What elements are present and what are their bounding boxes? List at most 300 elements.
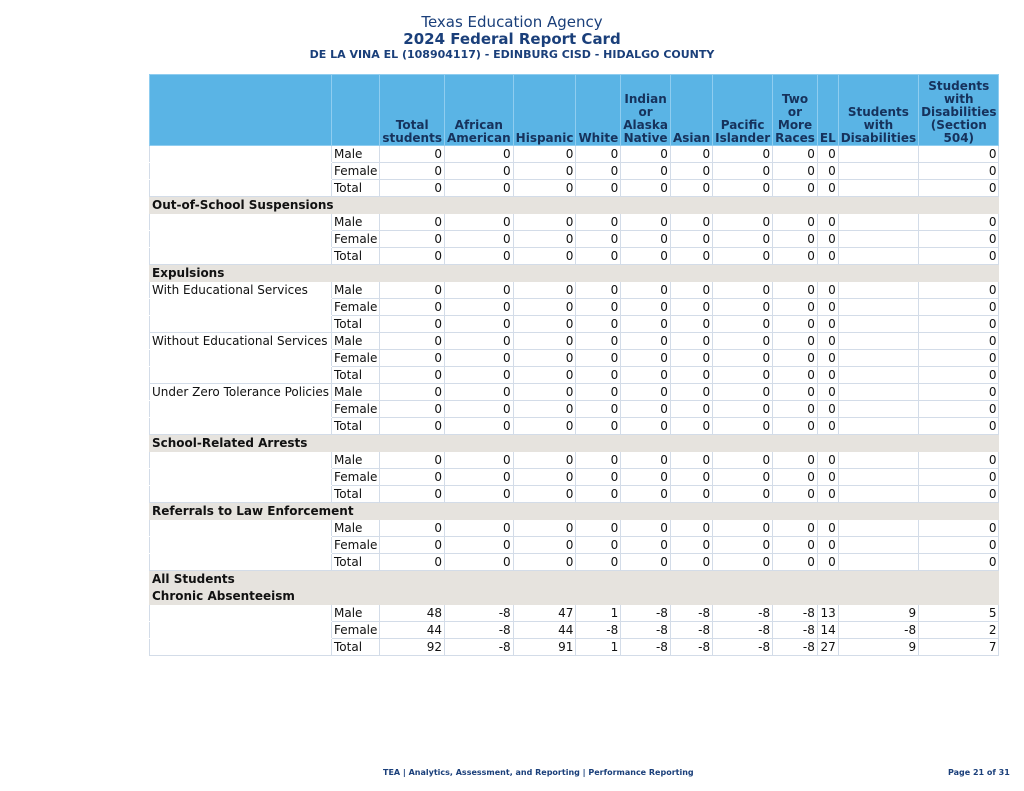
cell-value: -8 — [838, 622, 918, 639]
section-row — [150, 265, 999, 282]
report-card-table — [149, 74, 999, 656]
cell-value: -8 — [444, 622, 513, 639]
row-label — [150, 469, 332, 486]
cell-value — [838, 367, 918, 384]
cell-value: -8 — [670, 622, 712, 639]
cell-value: 0 — [919, 384, 999, 401]
row-sublabel: Male — [332, 214, 380, 231]
cell-value: 0 — [713, 299, 773, 316]
cell-value: 0 — [919, 486, 999, 503]
column-header: Two or More Races — [773, 75, 818, 146]
column-header: White — [576, 75, 621, 146]
cell-value: 0 — [670, 180, 712, 197]
table-row — [150, 537, 999, 554]
section-row — [150, 435, 999, 452]
cell-value: 0 — [713, 231, 773, 248]
cell-value: -8 — [773, 622, 818, 639]
row-label — [150, 537, 332, 554]
table-row — [150, 554, 999, 571]
cell-value: 0 — [380, 537, 445, 554]
cell-value: 0 — [444, 333, 513, 350]
table-row — [150, 486, 999, 503]
cell-value: 0 — [919, 180, 999, 197]
cell-value: 0 — [576, 282, 621, 299]
cell-value — [838, 486, 918, 503]
row-label — [150, 231, 332, 248]
cell-value: 0 — [513, 418, 576, 435]
cell-value: 0 — [919, 333, 999, 350]
cell-value: 0 — [773, 537, 818, 554]
section-label: Out-of-School Suspensions — [150, 197, 999, 214]
cell-value: 0 — [919, 248, 999, 265]
cell-value: 0 — [380, 231, 445, 248]
cell-value: 47 — [513, 605, 576, 622]
cell-value: 0 — [773, 520, 818, 537]
cell-value: 92 — [380, 639, 445, 656]
column-header: Students with Disabilities (Section 504) — [919, 75, 999, 146]
cell-value: 7 — [919, 639, 999, 656]
cell-value: 0 — [513, 452, 576, 469]
cell-value: 9 — [838, 605, 918, 622]
cell-value: 1 — [576, 639, 621, 656]
cell-value: 0 — [621, 418, 671, 435]
cell-value: 0 — [713, 554, 773, 571]
cell-value: 0 — [773, 316, 818, 333]
cell-value: 0 — [513, 163, 576, 180]
cell-value: -8 — [713, 605, 773, 622]
cell-value: 0 — [817, 350, 838, 367]
row-label — [150, 622, 332, 639]
cell-value: 0 — [670, 384, 712, 401]
section-label: School-Related Arrests — [150, 435, 999, 452]
cell-value: 0 — [444, 520, 513, 537]
cell-value: 0 — [576, 418, 621, 435]
cell-value: 0 — [513, 333, 576, 350]
cell-value — [838, 333, 918, 350]
cell-value: 0 — [380, 350, 445, 367]
cell-value: 0 — [444, 316, 513, 333]
row-label — [150, 605, 332, 622]
cell-value: 0 — [670, 299, 712, 316]
cell-value — [838, 452, 918, 469]
cell-value: 0 — [380, 282, 445, 299]
cell-value: -8 — [621, 639, 671, 656]
cell-value: 0 — [444, 401, 513, 418]
cell-value: 0 — [621, 163, 671, 180]
column-header: African American — [444, 75, 513, 146]
cell-value — [838, 180, 918, 197]
cell-value: 0 — [380, 316, 445, 333]
cell-value: 0 — [670, 452, 712, 469]
cell-value: 0 — [380, 469, 445, 486]
cell-value: 0 — [513, 180, 576, 197]
row-label — [150, 316, 332, 333]
cell-value: 0 — [380, 384, 445, 401]
row-label — [150, 452, 332, 469]
table-row — [150, 367, 999, 384]
cell-value: 0 — [773, 452, 818, 469]
row-label — [150, 520, 332, 537]
cell-value: 0 — [670, 486, 712, 503]
row-sublabel: Total — [332, 248, 380, 265]
row-sublabel: Total — [332, 486, 380, 503]
cell-value: 0 — [621, 452, 671, 469]
cell-value: 0 — [576, 486, 621, 503]
cell-value: 0 — [576, 401, 621, 418]
cell-value: 0 — [513, 214, 576, 231]
table-row — [150, 605, 999, 622]
cell-value — [838, 418, 918, 435]
cell-value: 0 — [621, 469, 671, 486]
table-row — [150, 163, 999, 180]
cell-value: 0 — [444, 452, 513, 469]
table-row — [150, 401, 999, 418]
cell-value: 0 — [773, 367, 818, 384]
cell-value: 27 — [817, 639, 838, 656]
cell-value: 0 — [919, 214, 999, 231]
cell-value: 0 — [670, 350, 712, 367]
cell-value: 0 — [513, 384, 576, 401]
cell-value: 0 — [919, 554, 999, 571]
cell-value: 0 — [513, 231, 576, 248]
cell-value: 0 — [513, 316, 576, 333]
cell-value: 0 — [670, 537, 712, 554]
cell-value: 0 — [817, 469, 838, 486]
cell-value: 0 — [919, 537, 999, 554]
cell-value: 0 — [576, 537, 621, 554]
cell-value: 0 — [621, 486, 671, 503]
cell-value: 0 — [773, 146, 818, 163]
cell-value — [838, 146, 918, 163]
cell-value — [838, 299, 918, 316]
cell-value: 0 — [513, 486, 576, 503]
row-sublabel: Female — [332, 401, 380, 418]
cell-value: 0 — [773, 418, 818, 435]
cell-value: 0 — [444, 282, 513, 299]
cell-value: 0 — [621, 231, 671, 248]
cell-value: 0 — [817, 384, 838, 401]
section-label: Expulsions — [150, 265, 999, 282]
cell-value — [838, 537, 918, 554]
cell-value: 0 — [713, 333, 773, 350]
table-row — [150, 248, 999, 265]
cell-value: 0 — [621, 316, 671, 333]
cell-value: 0 — [621, 367, 671, 384]
table-row — [150, 231, 999, 248]
section-row — [150, 571, 999, 588]
row-label — [150, 486, 332, 503]
cell-value: 0 — [576, 146, 621, 163]
cell-value: 0 — [576, 248, 621, 265]
cell-value: -8 — [670, 639, 712, 656]
row-sublabel: Female — [332, 163, 380, 180]
campus-line: DE LA VINA EL (108904117) - EDINBURG CISD - HIDALGO COUNTY — [309, 48, 715, 61]
cell-value: 0 — [444, 350, 513, 367]
row-sublabel: Female — [332, 350, 380, 367]
table-row — [150, 639, 999, 656]
row-label — [150, 350, 332, 367]
cell-value: 0 — [670, 214, 712, 231]
row-label — [150, 639, 332, 656]
row-label — [150, 248, 332, 265]
cell-value: 2 — [919, 622, 999, 639]
cell-value: 0 — [713, 146, 773, 163]
cell-value: 91 — [513, 639, 576, 656]
cell-value: -8 — [576, 622, 621, 639]
column-header: Indian or Alaska Native — [621, 75, 671, 146]
cell-value: 0 — [380, 418, 445, 435]
cell-value: 0 — [817, 452, 838, 469]
cell-value: -8 — [773, 605, 818, 622]
row-label — [150, 418, 332, 435]
cell-value: 0 — [576, 452, 621, 469]
cell-value: 0 — [621, 248, 671, 265]
cell-value — [838, 520, 918, 537]
cell-value — [838, 554, 918, 571]
table-row — [150, 520, 999, 537]
cell-value: 0 — [576, 350, 621, 367]
row-label: With Educational Services — [150, 282, 332, 299]
cell-value: 0 — [670, 554, 712, 571]
cell-value: 0 — [513, 469, 576, 486]
cell-value: 0 — [380, 248, 445, 265]
cell-value: 0 — [713, 452, 773, 469]
table-body — [150, 146, 999, 656]
cell-value: 0 — [621, 146, 671, 163]
cell-value: 0 — [919, 452, 999, 469]
cell-value: 0 — [713, 537, 773, 554]
cell-value: 0 — [621, 299, 671, 316]
cell-value: 0 — [919, 316, 999, 333]
table-row — [150, 299, 999, 316]
cell-value: 0 — [773, 486, 818, 503]
section-label: All Students — [150, 571, 999, 588]
cell-value: 0 — [621, 350, 671, 367]
table-row — [150, 214, 999, 231]
header-row — [150, 75, 999, 146]
cell-value: 0 — [773, 231, 818, 248]
cell-value: 0 — [513, 554, 576, 571]
cell-value — [838, 401, 918, 418]
header-blank — [332, 75, 380, 146]
row-label — [150, 554, 332, 571]
row-label — [150, 299, 332, 316]
cell-value: 0 — [576, 163, 621, 180]
cell-value: 0 — [817, 299, 838, 316]
cell-value: -8 — [621, 622, 671, 639]
cell-value: 0 — [576, 469, 621, 486]
cell-value: 0 — [576, 384, 621, 401]
cell-value: 0 — [444, 248, 513, 265]
row-label — [150, 180, 332, 197]
table-row — [150, 469, 999, 486]
row-sublabel: Male — [332, 452, 380, 469]
cell-value: 0 — [919, 163, 999, 180]
cell-value: 0 — [817, 231, 838, 248]
cell-value: 0 — [817, 248, 838, 265]
cell-value: 0 — [713, 384, 773, 401]
cell-value — [838, 384, 918, 401]
cell-value: 0 — [919, 401, 999, 418]
cell-value: 0 — [817, 554, 838, 571]
cell-value: 0 — [670, 248, 712, 265]
section-label: Referrals to Law Enforcement — [150, 503, 999, 520]
row-sublabel: Male — [332, 384, 380, 401]
section-label: Chronic Absenteeism — [150, 588, 999, 605]
cell-value: 0 — [713, 469, 773, 486]
cell-value: 0 — [773, 299, 818, 316]
row-sublabel: Total — [332, 316, 380, 333]
cell-value: 0 — [713, 367, 773, 384]
cell-value — [838, 469, 918, 486]
cell-value — [838, 350, 918, 367]
cell-value: 0 — [919, 231, 999, 248]
cell-value: 0 — [919, 418, 999, 435]
cell-value: 0 — [773, 554, 818, 571]
cell-value — [838, 231, 918, 248]
section-row — [150, 588, 999, 605]
cell-value: 0 — [670, 316, 712, 333]
column-header: Students with Disabilities — [838, 75, 918, 146]
cell-value: 0 — [773, 469, 818, 486]
cell-value: 0 — [713, 520, 773, 537]
cell-value: 0 — [380, 214, 445, 231]
cell-value — [838, 163, 918, 180]
table-row — [150, 418, 999, 435]
cell-value: 0 — [380, 146, 445, 163]
cell-value: 0 — [817, 333, 838, 350]
row-label — [150, 214, 332, 231]
cell-value: 0 — [919, 299, 999, 316]
cell-value: 0 — [513, 350, 576, 367]
section-row — [150, 503, 999, 520]
cell-value: 0 — [670, 163, 712, 180]
cell-value: 0 — [380, 401, 445, 418]
cell-value: 0 — [817, 520, 838, 537]
cell-value: 0 — [380, 452, 445, 469]
row-sublabel: Male — [332, 282, 380, 299]
cell-value: 0 — [621, 520, 671, 537]
row-sublabel: Female — [332, 231, 380, 248]
column-header: Hispanic — [513, 75, 576, 146]
cell-value: 9 — [838, 639, 918, 656]
row-sublabel: Total — [332, 639, 380, 656]
cell-value: 0 — [919, 469, 999, 486]
cell-value: 0 — [444, 384, 513, 401]
cell-value: 0 — [380, 299, 445, 316]
cell-value: 0 — [817, 316, 838, 333]
cell-value: 0 — [621, 537, 671, 554]
row-label — [150, 401, 332, 418]
cell-value: 0 — [576, 367, 621, 384]
cell-value: 0 — [817, 163, 838, 180]
cell-value: 0 — [773, 333, 818, 350]
table-row — [150, 622, 999, 639]
cell-value: 0 — [621, 401, 671, 418]
row-sublabel: Female — [332, 299, 380, 316]
cell-value: 0 — [513, 248, 576, 265]
cell-value — [838, 282, 918, 299]
row-label — [150, 146, 332, 163]
cell-value: 0 — [670, 333, 712, 350]
cell-value — [838, 248, 918, 265]
row-sublabel: Female — [332, 622, 380, 639]
cell-value: 0 — [444, 554, 513, 571]
cell-value: 0 — [713, 282, 773, 299]
cell-value: 0 — [773, 248, 818, 265]
row-label: Without Educational Services — [150, 333, 332, 350]
cell-value: -8 — [621, 605, 671, 622]
table-row — [150, 180, 999, 197]
cell-value: 1 — [576, 605, 621, 622]
cell-value: 0 — [670, 282, 712, 299]
row-sublabel: Male — [332, 605, 380, 622]
cell-value: 0 — [621, 384, 671, 401]
cell-value: 0 — [621, 214, 671, 231]
cell-value: 0 — [576, 554, 621, 571]
cell-value: 0 — [576, 316, 621, 333]
cell-value: 0 — [773, 401, 818, 418]
cell-value: 44 — [513, 622, 576, 639]
cell-value: 0 — [444, 231, 513, 248]
row-label: Under Zero Tolerance Policies — [150, 384, 332, 401]
cell-value: 0 — [713, 214, 773, 231]
column-header: Asian — [670, 75, 712, 146]
section-row — [150, 197, 999, 214]
cell-value: 44 — [380, 622, 445, 639]
cell-value: 0 — [817, 214, 838, 231]
row-sublabel: Total — [332, 554, 380, 571]
cell-value: 0 — [817, 180, 838, 197]
cell-value: 14 — [817, 622, 838, 639]
cell-value: 0 — [817, 537, 838, 554]
row-label — [150, 163, 332, 180]
row-sublabel: Total — [332, 418, 380, 435]
footer-center: TEA | Analytics, Assessment, and Reporting | Performance Reporting — [383, 768, 694, 777]
cell-value: 48 — [380, 605, 445, 622]
report-title: 2024 Federal Report Card — [403, 30, 621, 48]
cell-value: 0 — [380, 163, 445, 180]
cell-value: 0 — [576, 180, 621, 197]
cell-value: 0 — [576, 299, 621, 316]
cell-value: 0 — [444, 214, 513, 231]
cell-value: 0 — [773, 282, 818, 299]
cell-value: 0 — [713, 180, 773, 197]
cell-value: 0 — [576, 520, 621, 537]
cell-value: 0 — [380, 180, 445, 197]
cell-value: 0 — [713, 316, 773, 333]
cell-value: 0 — [444, 299, 513, 316]
cell-value: 0 — [817, 418, 838, 435]
cell-value: 0 — [919, 367, 999, 384]
cell-value: 0 — [919, 146, 999, 163]
cell-value: 0 — [713, 486, 773, 503]
cell-value: 0 — [817, 401, 838, 418]
cell-value: 0 — [576, 333, 621, 350]
header-blank — [150, 75, 332, 146]
cell-value: -8 — [713, 622, 773, 639]
cell-value: 0 — [513, 146, 576, 163]
cell-value: 0 — [670, 520, 712, 537]
table-row — [150, 316, 999, 333]
cell-value: -8 — [444, 605, 513, 622]
cell-value: 0 — [713, 418, 773, 435]
row-label — [150, 367, 332, 384]
cell-value: 0 — [380, 333, 445, 350]
page-number: Page 21 of 31 — [948, 768, 1010, 777]
cell-value: 0 — [773, 180, 818, 197]
cell-value: 0 — [670, 418, 712, 435]
